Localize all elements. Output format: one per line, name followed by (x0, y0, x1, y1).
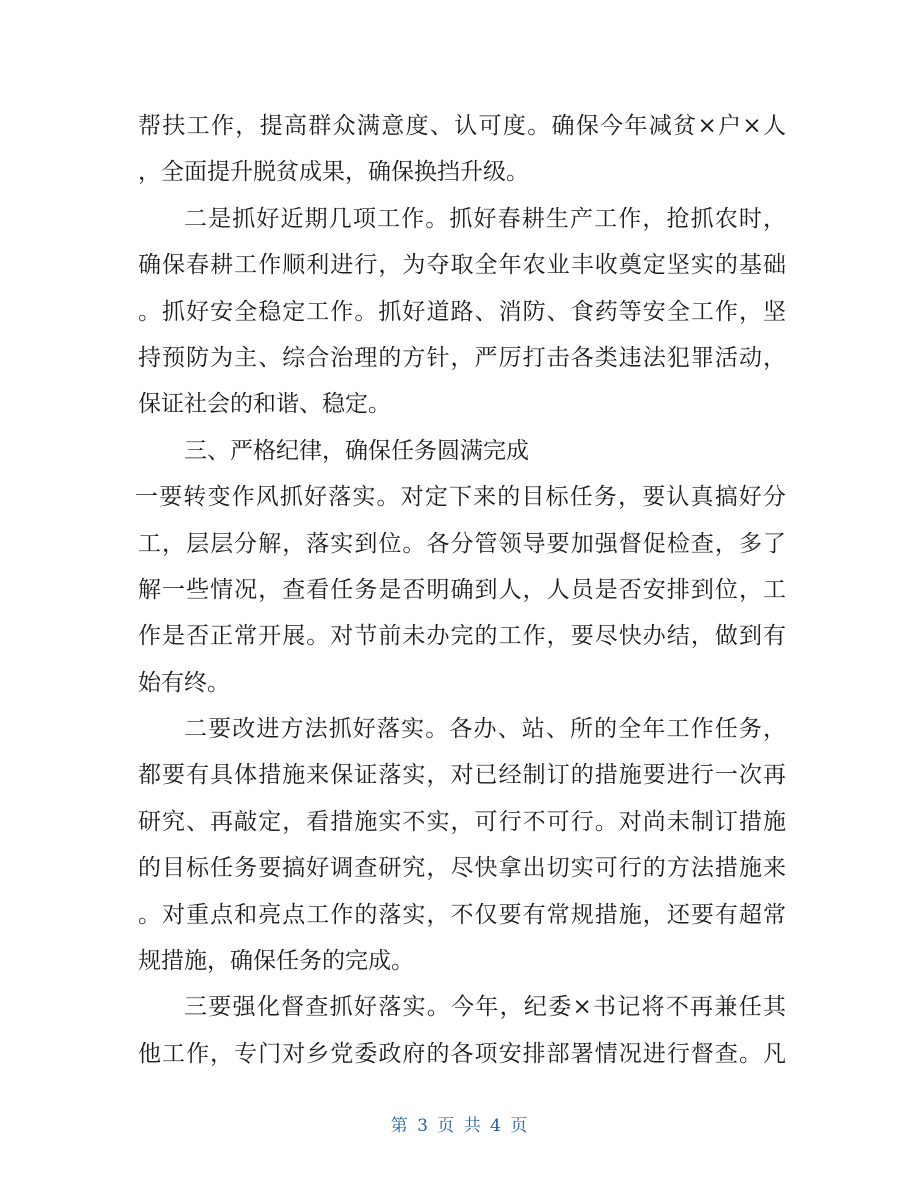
text-line-16: 研究、再敲定，看措施实不实，可行不可行。对尚未制订措施 (138, 808, 786, 835)
text-line-6: 持预防为主、综合治理的方针，严厉打击各类违法犯罪活动， (138, 344, 786, 371)
text-line-14: 二要改进方法抓好落实。各办、站、所的全年工作任务， (184, 716, 786, 743)
text-line-3: 二是抓好近期几项工作。抓好春耕生产工作，抢抓农时， (184, 205, 786, 232)
section-heading: 三、严格纪律，确保任务圆满完成 (184, 437, 529, 464)
text-line-18: 。对重点和亮点工作的落实，不仅要有常规措施，还要有超常 (138, 901, 786, 928)
document-body (135, 103, 786, 1077)
text-line-19: 规措施，确保任务的完成。 (138, 948, 414, 975)
text-line-7: 保证社会的和谐、稳定。 (138, 391, 391, 418)
text-line-20: 三要强化督查抓好落实。今年，纪委×书记将不再兼任其 (184, 994, 786, 1021)
text-line-5: 。抓好安全稳定工作。抓好道路、消防、食药等安全工作，坚 (138, 298, 786, 325)
text-line-2: ，全面提升脱贫成果，确保换挡升级。 (138, 159, 529, 186)
text-line-13: 始有终。 (138, 669, 230, 696)
text-line-10: 工，层层分解，落实到位。各分管领导要加强督促检查，多了 (138, 530, 786, 557)
text-line-21: 他工作，专门对乡党委政府的各项安排部署情况进行督查。凡 (138, 1040, 786, 1067)
text-line-17: 的目标任务要搞好调查研究，尽快拿出切实可行的方法措施来 (138, 855, 786, 882)
text-line-1: 帮扶工作，提高群众满意度、认可度。确保今年减贫×户×人 (138, 113, 786, 139)
page-footer (0, 1111, 920, 1136)
page-number-label: 第 3 页 共 4 页 (390, 1116, 530, 1136)
text-line-4: 确保春耕工作顺利进行，为夺取全年农业丰收奠定坚实的基础 (138, 252, 786, 279)
text-line-12: 作是否正常开展。对节前未办完的工作，要尽快办结，做到有 (138, 623, 786, 650)
text-line-15: 都要有具体措施来保证落实，对已经制订的措施要进行一次再 (138, 762, 786, 789)
text-line-11: 解一些情况，查看任务是否明确到人，人员是否安排到位，工 (138, 576, 786, 603)
text-line-9: 一要转变作风抓好落实。对定下来的目标任务，要认真搞好分 (135, 484, 786, 511)
